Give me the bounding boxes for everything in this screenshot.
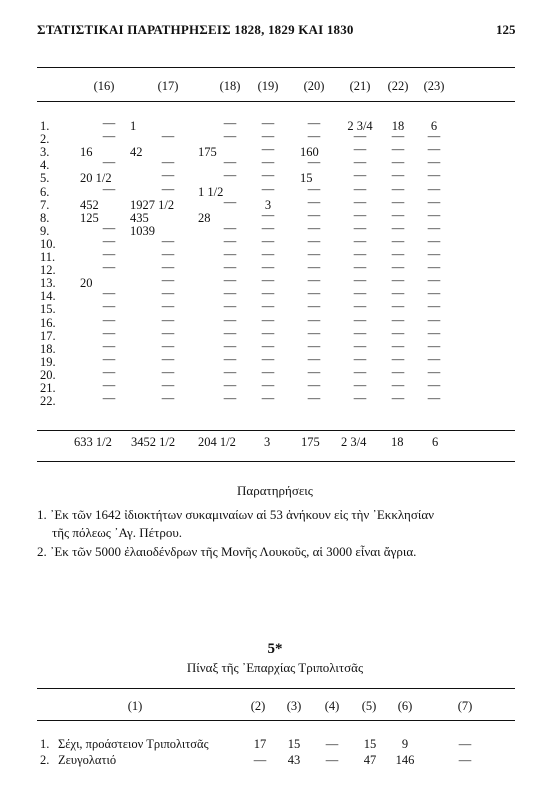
table1-cell: — <box>427 168 441 183</box>
table1-cell: — <box>391 129 405 144</box>
table1-cell: — <box>223 312 237 327</box>
table1-cell: — <box>427 129 441 144</box>
table1-cell: — <box>307 299 321 314</box>
table1-cell: — <box>391 325 405 340</box>
table1-cell: — <box>427 194 441 209</box>
table1-cell: — <box>161 129 175 144</box>
table1-cell: — <box>391 233 405 248</box>
table1-cell: — <box>261 286 275 301</box>
table1-cell: — <box>261 247 275 261</box>
page-number: 125 <box>496 22 516 37</box>
table1-row-label: 3. <box>40 145 50 160</box>
table1-cell: — <box>427 325 441 340</box>
table1-cell: — <box>102 312 116 327</box>
running-header-title: ΣΤΑΤΙΣΤΙΚΑΙ ΠΑΡΑΤΗΡΗΣΕΙΣ 1828, 1829 ΚΑΙ 1830 <box>37 22 354 37</box>
table1-cell: — <box>223 247 237 261</box>
table1-cell: — <box>307 338 321 353</box>
table1-cell: — <box>223 351 237 366</box>
table1-cell: — <box>261 129 275 144</box>
table1-cell: — <box>161 286 175 301</box>
table1-cell: 3 <box>264 197 272 212</box>
table1-cell: — <box>102 286 116 301</box>
table1-row-label: 10. <box>40 236 56 251</box>
table1-cell: — <box>391 364 405 379</box>
table1-cell: — <box>102 325 116 340</box>
table1-cell: — <box>261 338 275 353</box>
table5-col-header: (4) <box>324 699 340 713</box>
table5-cell: — <box>458 753 472 767</box>
table1-cell: — <box>261 207 275 222</box>
table1-cell: — <box>223 194 237 209</box>
table1-col-header: (17) <box>157 79 179 93</box>
table1-cell: — <box>427 220 441 235</box>
table1-total-cell: 175 <box>301 435 320 449</box>
table1-cell: — <box>223 286 237 301</box>
table1-cell: — <box>102 299 116 314</box>
table5-col-header: (1) <box>127 699 143 713</box>
table1-cell: — <box>427 142 441 157</box>
table1-cell: — <box>102 338 116 353</box>
table1-cell: — <box>261 220 275 235</box>
table1-cell: — <box>261 181 275 196</box>
table1-cell: — <box>427 207 441 222</box>
table1-cell: — <box>391 168 405 183</box>
table1-cell: — <box>307 129 321 144</box>
table5-number: 5* <box>267 641 283 657</box>
table1-row-label: 21. <box>40 381 56 395</box>
table1-cell: 16 <box>80 145 93 160</box>
table1-cell: 15 <box>300 171 313 186</box>
table1-cell: — <box>353 207 367 222</box>
table1-row-label: 20. <box>40 367 56 382</box>
table1-cell: — <box>353 325 367 340</box>
table1-cell: — <box>307 378 321 392</box>
table1-cell: — <box>261 312 275 327</box>
table5-row-label: 1. <box>40 737 50 751</box>
table1-cell: — <box>261 299 275 314</box>
table1-cell: — <box>161 260 175 275</box>
table1-cell: — <box>391 351 405 366</box>
table1-cell: — <box>353 391 367 406</box>
table1-col-header: (20) <box>303 79 325 93</box>
table1-cell: — <box>391 391 405 406</box>
table1-cell: — <box>307 194 321 209</box>
table1-cell: — <box>223 260 237 275</box>
table1-cell: — <box>223 273 237 288</box>
table5-cell: 47 <box>363 753 377 767</box>
table5-row-label: 2. <box>40 753 50 767</box>
table1-cell: 175 <box>198 145 217 160</box>
table1-total-cell: 2 3/4 <box>341 435 367 449</box>
notes-title: Παρατηρήσεις <box>237 483 313 498</box>
table1-cell: — <box>391 142 405 157</box>
table1-cell: — <box>102 247 116 261</box>
table1-cell: — <box>261 116 275 130</box>
table1-cell: — <box>261 155 275 170</box>
table1-cell: — <box>161 155 175 170</box>
table1-cell: 452 <box>80 197 99 212</box>
table1-cell: — <box>161 247 175 261</box>
table1-cell: — <box>223 338 237 353</box>
table1-cell: — <box>353 364 367 379</box>
table1-cell: — <box>427 351 441 366</box>
table1-row-label: 5. <box>40 171 50 186</box>
note-1-line-2: τῆς πόλεως ᾿Αγ. Πέτρου. <box>52 525 183 540</box>
table1-cell: 20 1/2 <box>80 171 112 186</box>
table1-cell: 435 <box>130 210 149 225</box>
table1-cell: — <box>391 155 405 170</box>
table1-row-label: 8. <box>40 210 50 225</box>
table1-cell: — <box>427 312 441 327</box>
table5-cell: 43 <box>287 753 301 767</box>
table1-cell: — <box>102 364 116 379</box>
table1-top-rule <box>37 67 515 68</box>
table1-cell: — <box>223 129 237 144</box>
table1-cell: — <box>391 247 405 261</box>
table1-cell: — <box>161 364 175 379</box>
table1-cell: — <box>353 155 367 170</box>
table1-cell: — <box>391 312 405 327</box>
table1-cell: — <box>102 260 116 275</box>
table1-cell: — <box>391 286 405 301</box>
table1-row-label: 6. <box>40 184 50 199</box>
table1-cell: — <box>261 364 275 379</box>
table1-cell: 1 1/2 <box>198 184 224 199</box>
table1-cell: — <box>223 378 237 392</box>
table1-cell: — <box>223 299 237 314</box>
table1-cell: — <box>353 260 367 275</box>
table1-row-label: 11. <box>40 250 56 264</box>
table1-cell: — <box>161 351 175 366</box>
table1-cell: 6 <box>430 119 438 133</box>
table1-cell: — <box>427 247 441 261</box>
table1-cell: — <box>223 155 237 170</box>
table1-total-cell: 3452 1/2 <box>131 435 176 449</box>
table5-cell: — <box>253 753 267 767</box>
table1-bottom-rule <box>37 461 515 462</box>
table1-cell: — <box>427 364 441 379</box>
table1-cell: — <box>102 351 116 366</box>
table1-cell: — <box>307 351 321 366</box>
table1-total-cell: 6 <box>432 435 439 449</box>
table1-cell: — <box>102 116 116 130</box>
table5-top-rule <box>37 688 515 689</box>
table1-cell: — <box>353 129 367 144</box>
table1-cell: 125 <box>80 210 99 225</box>
table1-header-rule <box>37 101 515 102</box>
table1-cell: — <box>102 155 116 170</box>
table1-cell: 1927 1/2 <box>130 197 175 212</box>
table1-cell: — <box>427 233 441 248</box>
table1-cell: — <box>307 155 321 170</box>
table1-cell: — <box>161 312 175 327</box>
table1-col-header: (16) <box>93 79 115 93</box>
table1-cell: — <box>261 142 275 157</box>
table1-cell: — <box>353 181 367 196</box>
table5-cell: — <box>325 753 339 767</box>
table1-cell: — <box>261 325 275 340</box>
table5-title: Πίναξ τῆς ᾿Επαρχίας Τριπολιτσᾶς <box>186 660 364 675</box>
table1-cell: — <box>261 273 275 288</box>
table1-cell: — <box>307 247 321 261</box>
table1-cell: — <box>307 116 321 130</box>
table5-cell: 146 <box>395 753 415 767</box>
table1-cell: — <box>353 338 367 353</box>
table1-totals-rule <box>37 430 515 431</box>
table1-row-label: 22. <box>40 394 56 409</box>
table1-row-label: 16. <box>40 315 56 330</box>
table1-cell: — <box>353 220 367 235</box>
table1-cell: — <box>261 391 275 406</box>
table5-row-name: Ζευγολατιό <box>58 753 117 767</box>
table1-cell: — <box>161 338 175 353</box>
table1-col-header: (23) <box>423 79 445 93</box>
table1-row-label: 18. <box>40 341 56 356</box>
table1-total-cell: 204 1/2 <box>198 435 236 449</box>
table1-cell: — <box>391 181 405 196</box>
table1-row-label: 4. <box>40 158 50 173</box>
table1-cell: — <box>391 338 405 353</box>
table1-cell: — <box>307 312 321 327</box>
table1-cell: 20 <box>80 276 93 291</box>
table1-row-label: 17. <box>40 328 56 343</box>
table1-cell: — <box>223 391 237 406</box>
table1-cell: — <box>161 378 175 392</box>
table1-cell: 160 <box>300 145 319 160</box>
table1-cell: — <box>391 299 405 314</box>
table5-cell: 17 <box>253 737 267 751</box>
table1-cell: — <box>223 325 237 340</box>
table5-col-header: (3) <box>286 699 302 713</box>
table1-cell: — <box>427 181 441 196</box>
note-2: 2. ᾿Εκ τῶν 5000 ἐλαιοδένδρων τῆς Μονῆς Λουκοῦς, αἱ 3000 εἶναι ἄγρια. <box>37 544 417 559</box>
table1-cell: — <box>353 312 367 327</box>
table1-cell: — <box>261 233 275 248</box>
table1-cell: — <box>102 181 116 196</box>
table1-cell: — <box>307 364 321 379</box>
table1-cell: — <box>161 299 175 314</box>
table1-cell: — <box>161 168 175 183</box>
table1-cell: — <box>427 260 441 275</box>
table1-col-header: (19) <box>257 79 279 93</box>
note-1-line-1: 1. ᾿Εκ τῶν 1642 ἰδιοκτήτων συκαμιναίων αἱ 53 ἀνήκουν εἰς τὴν ᾿Εκκλησίαν <box>37 507 435 522</box>
table1-cell: — <box>353 351 367 366</box>
table1-cell: — <box>353 142 367 157</box>
table1-cell: — <box>261 260 275 275</box>
table1-cell: — <box>353 273 367 288</box>
table1-cell: 1039 <box>130 223 155 238</box>
table1-cell: — <box>161 181 175 196</box>
table1-total-cell: 18 <box>391 435 404 449</box>
table1-col-header: (18) <box>219 79 241 93</box>
table1-cell: — <box>223 233 237 248</box>
table1-cell: — <box>307 220 321 235</box>
table1-cell: — <box>307 181 321 196</box>
table1-cell: 42 <box>130 145 143 160</box>
table1-col-header: (21) <box>349 79 371 93</box>
table1-cell: — <box>427 391 441 406</box>
table1-cell: — <box>261 168 275 183</box>
table1-cell: — <box>161 273 175 288</box>
table5-cell: 15 <box>287 737 301 751</box>
table1-row-label: 1. <box>40 119 50 133</box>
table1-cell: — <box>353 378 367 392</box>
table1-total-cell: 3 <box>264 435 271 449</box>
table1-cell: — <box>161 325 175 340</box>
table5-header-rule <box>37 720 515 721</box>
table1-cell: — <box>427 338 441 353</box>
table1-cell: — <box>391 194 405 209</box>
table1-cell: — <box>353 194 367 209</box>
table1-cell: — <box>223 364 237 379</box>
table1-cell: — <box>307 286 321 301</box>
table5-col-header: (2) <box>250 699 266 713</box>
table1-cell: — <box>161 391 175 406</box>
table1-cell: 1 <box>130 119 137 133</box>
table1-row-label: 9. <box>40 223 50 238</box>
table1-cell: — <box>427 286 441 301</box>
table1-cell: — <box>307 233 321 248</box>
table5-cell: — <box>458 737 472 751</box>
table1-cell: — <box>307 325 321 340</box>
table1-cell: — <box>307 273 321 288</box>
table1-cell: — <box>102 378 116 392</box>
table5-cell: 15 <box>363 737 377 751</box>
table1-total-cell: 633 1/2 <box>74 435 112 449</box>
table1-cell: — <box>427 155 441 170</box>
table1-cell: — <box>427 378 441 392</box>
table1-cell: — <box>391 273 405 288</box>
table1-cell: — <box>102 129 116 144</box>
table1-cell: — <box>102 220 116 235</box>
table1-cell: 28 <box>198 210 211 225</box>
table1-row-label: 15. <box>40 302 56 317</box>
table1-cell: 2 3/4 <box>347 119 373 133</box>
table1-row-label: 12. <box>40 263 56 278</box>
table1-cell: — <box>307 391 321 406</box>
table1-cell: — <box>307 207 321 222</box>
table1-cell: — <box>353 247 367 261</box>
table1-cell: — <box>353 233 367 248</box>
table1-cell: — <box>427 273 441 288</box>
table1-cell: — <box>391 207 405 222</box>
table1-row-label: 7. <box>40 197 50 212</box>
table5-row-name: Σέχι, προάστειον Τριπολιτσᾶς <box>58 737 209 751</box>
table1-cell: — <box>223 168 237 183</box>
table1-cell: — <box>102 391 116 406</box>
table1-cell: — <box>353 299 367 314</box>
table1-cell: — <box>261 351 275 366</box>
table1-row-label: 13. <box>40 276 56 291</box>
table1-cell: — <box>391 260 405 275</box>
table1-cell: 18 <box>391 119 405 133</box>
table5-cell: 9 <box>401 737 409 751</box>
table1-cell: — <box>391 378 405 392</box>
table1-cell: — <box>223 116 237 130</box>
table1-cell: — <box>353 168 367 183</box>
table1-row-label: 2. <box>40 132 50 147</box>
table1-cell: — <box>161 233 175 248</box>
table5-col-header: (5) <box>361 699 377 713</box>
table5-cell: — <box>325 737 339 751</box>
table1-cell: — <box>391 220 405 235</box>
table1-cell: — <box>261 378 275 392</box>
table1-cell: — <box>353 286 367 301</box>
table1-cell: — <box>223 220 237 235</box>
table1-row-label: 19. <box>40 354 56 369</box>
table1-cell: — <box>307 260 321 275</box>
table1-col-header: (22) <box>387 79 409 93</box>
table5-col-header: (7) <box>457 699 473 713</box>
table1-cell: — <box>427 299 441 314</box>
table1-row-label: 14. <box>40 289 56 304</box>
table5-col-header: (6) <box>397 699 413 713</box>
table1-cell: — <box>102 233 116 248</box>
